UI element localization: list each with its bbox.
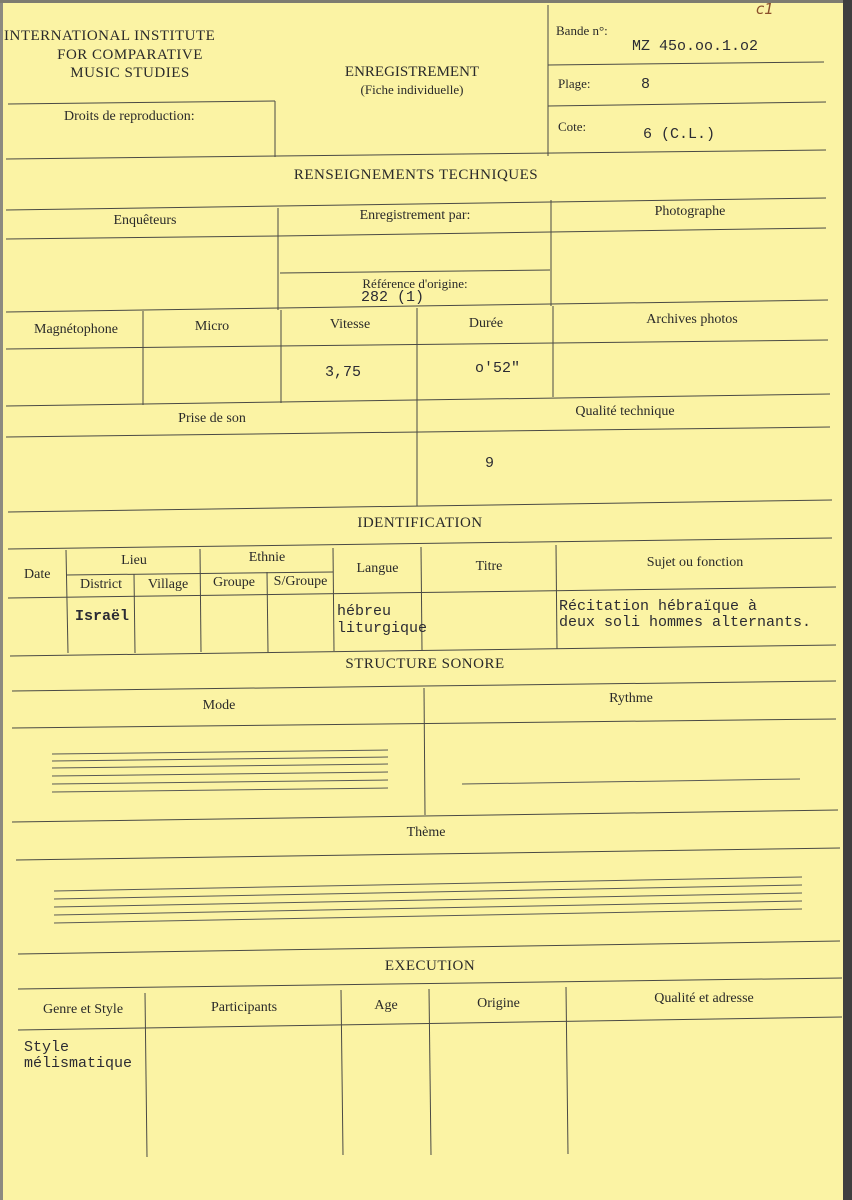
date-label: Date xyxy=(24,567,51,582)
groupe-label: Groupe xyxy=(213,575,255,590)
village-label: Village xyxy=(147,577,189,592)
genre-style-label: Genre et Style xyxy=(42,1002,124,1017)
age-label: Age xyxy=(374,998,398,1013)
bande-value: MZ 45o.oo.1.o2 xyxy=(632,38,759,55)
technical-heading: RENSEIGNEMENTS TECHNIQUES xyxy=(293,167,539,183)
qualite-technique-label: Qualité technique xyxy=(575,404,675,419)
ethnie-label: Ethnie xyxy=(248,550,286,565)
langue-label: Langue xyxy=(356,561,399,576)
micro-label: Micro xyxy=(194,319,230,334)
institute-line-3: MUSIC STUDIES xyxy=(70,65,190,81)
institute-line-2: FOR COMPARATIVE xyxy=(57,47,203,63)
bande-label: Bande n°: xyxy=(556,23,608,38)
langue-value-line-2: liturgique xyxy=(337,620,428,637)
enregistrement-par-label: Enregistrement par: xyxy=(359,208,471,223)
origine-label: Origine xyxy=(477,996,520,1011)
cote-label: Cote: xyxy=(558,119,587,134)
form-subtitle: (Fiche individuelle) xyxy=(360,82,464,97)
genre-value-line-1: Style xyxy=(24,1039,70,1056)
mode-label: Mode xyxy=(202,698,236,713)
rights-label: Droits de reproduction: xyxy=(64,109,195,124)
sujet-label: Sujet ou fonction xyxy=(646,555,744,570)
form-title: ENREGISTREMENT xyxy=(344,64,480,80)
enqueteurs-label: Enquêteurs xyxy=(113,213,177,228)
rythme-label: Rythme xyxy=(609,691,653,706)
district-value: Israël xyxy=(75,608,130,625)
archives-photos-label: Archives photos xyxy=(646,312,738,327)
reference-value: 282 (1) xyxy=(361,289,425,306)
duree-label: Durée xyxy=(468,316,504,331)
prise-de-son-label: Prise de son xyxy=(178,411,246,426)
bande-annotation: c1 xyxy=(756,0,774,18)
langue-value-line-1: hébreu xyxy=(337,603,392,620)
lieu-label: Lieu xyxy=(121,553,147,568)
titre-label: Titre xyxy=(475,559,503,574)
cote-value: 6 (C.L.) xyxy=(643,126,716,143)
structure-heading: STRUCTURE SONORE xyxy=(345,656,505,672)
photographe-label: Photographe xyxy=(654,204,726,219)
sujet-value-line-1: Récitation hébraïque à xyxy=(559,598,758,615)
plage-label: Plage: xyxy=(558,76,591,91)
sujet-value-line-2: deux soli hommes alternants. xyxy=(559,614,812,631)
genre-value-line-2: mélismatique xyxy=(24,1055,133,1072)
duree-value: o'52" xyxy=(475,360,521,377)
identification-heading: IDENTIFICATION xyxy=(357,515,483,531)
magnetophone-label: Magnétophone xyxy=(34,322,118,337)
execution-heading: EXECUTION xyxy=(384,958,476,974)
plage-value: 8 xyxy=(641,76,651,93)
participants-label: Participants xyxy=(210,1000,278,1015)
vitesse-value: 3,75 xyxy=(325,364,362,381)
sgroupe-label: S/Groupe xyxy=(273,574,328,589)
vitesse-label: Vitesse xyxy=(329,317,371,332)
institute-line-1: INTERNATIONAL INSTITUTE xyxy=(4,28,216,44)
qualite-adresse-label: Qualité et adresse xyxy=(654,991,754,1006)
reference-label: Référence d'origine: xyxy=(362,276,468,291)
qualite-technique-value: 9 xyxy=(485,455,495,472)
district-label: District xyxy=(80,577,122,592)
theme-label: Thème xyxy=(406,825,446,840)
